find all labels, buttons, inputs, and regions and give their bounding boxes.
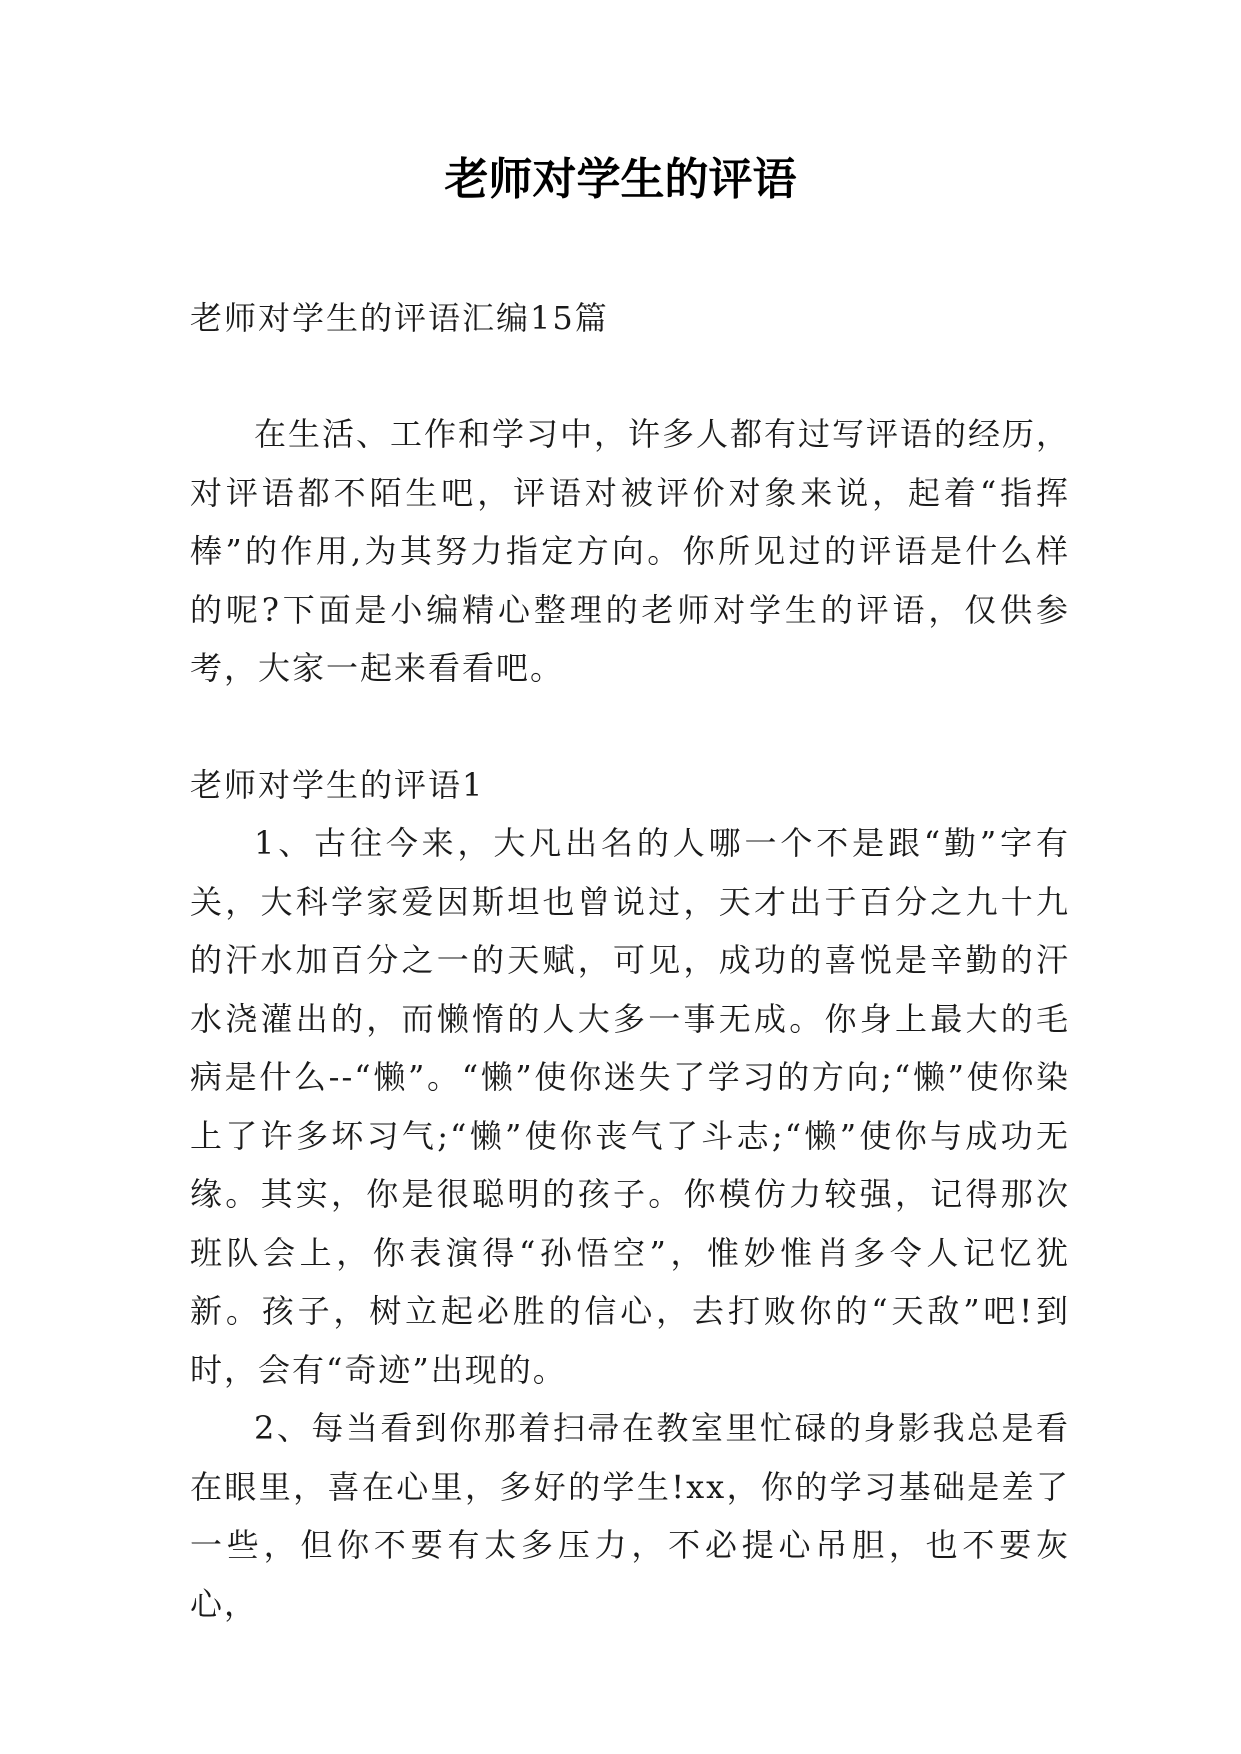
intro-paragraph: 在生活、工作和学习中，许多人都有过写评语的经历，对评语都不陌生吧，评语对被评价对象来说，起着“指挥棒”的作用,为其努力指定方向。你所见过的评语是什么样的呢?下面是小编精心整理的老师对学生的评语，仅供参考，大家一起来看看吧。: [190, 415, 1071, 687]
comment-item-2: 2、每当看到你那着扫帚在教室里忙碌的身影我总是看在眼里，喜在心里，多好的学生!xx，你的学习基础是差了一些，但你不要有太多压力，不必提心吊胆，也不要灰心，: [190, 1409, 1070, 1623]
document-body: [190, 289, 1070, 1633]
comment-item-1: 1、古往今来，大凡出名的人哪一个不是跟“勤”字有关，大科学家爱因斯坦也曾说过，天才出于百分之九十九的汗水加百分之一的天赋，可见，成功的喜悦是辛勤的汗水浇灌出的，而懒惰的人大多一事无成。你身上最大的毛病是什么--“懒”。“懒”使你迷失了学习的方向;“懒”使你染上了许多坏习气;“懒”使你丧气了斗志;“懒”使你与成功无缘。其实，你是很聪明的孩子。你模仿力较强，记得那次班队会上，你表演得“孙悟空”，惟妙惟肖多令人记忆犹新。孩子，树立起必胜的信心，去打败你的“天敌”吧!到时，会有“奇迹”出现的。: [190, 824, 1070, 1389]
section-heading: 老师对学生的评语1: [190, 765, 485, 804]
document-title: 老师对学生的评语: [444, 154, 797, 205]
document-subtitle: 老师对学生的评语汇编15篇: [190, 299, 609, 337]
